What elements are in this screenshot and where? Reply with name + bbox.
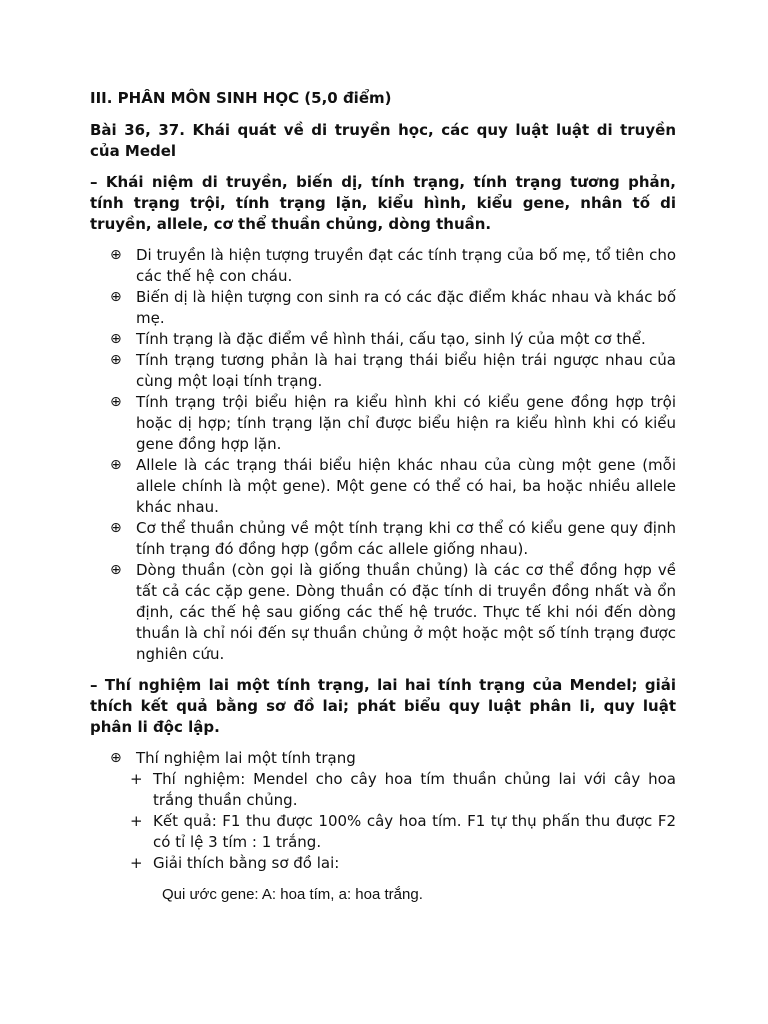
list-item: ⊕ Tính trạng trội biểu hiện ra kiểu hình khi có kiểu gene đồng hợp trội hoặc dị hợp; tính trạng lặn chỉ được biểu hiện ra kiểu hình khi có kiểu gene đồng hợp lặn. xyxy=(110,393,676,453)
list-item xyxy=(90,748,676,874)
circled-plus-icon: ⊕ xyxy=(110,457,122,473)
document-content xyxy=(90,88,676,905)
section-title: III. PHÂN MÔN SINH HỌC (5,0 điểm) xyxy=(90,89,392,107)
plus-icon: + xyxy=(130,812,143,830)
list-item: ⊕ Allele là các trạng thái biểu hiện khác nhau của cùng một gene (mỗi allele chính là một gene). Một gene có thể có hai, ba hoặc nhiều allele khác nhau. xyxy=(110,456,676,516)
list-item: ⊕ Tính trạng là đặc điểm về hình thái, cấu tạo, sinh lý của một cơ thể. xyxy=(110,330,646,348)
list-item: ⊕ Biến dị là hiện tượng con sinh ra có các đặc điểm khác nhau và khác bố mẹ. xyxy=(110,288,676,327)
sub-list-item: + Giải thích bằng sơ đồ lai: xyxy=(130,854,340,872)
circled-plus-icon: ⊕ xyxy=(110,331,122,347)
circled-plus-icon: ⊕ xyxy=(110,750,122,766)
list-item: ⊕ Cơ thể thuần chủng về một tính trạng khi cơ thể có kiểu gene quy định tính trạng đó đồng hợp (gồm các allele giống nhau). xyxy=(110,519,676,558)
experiment-label: Thí nghiệm lai một tính trạng xyxy=(136,749,356,767)
topic-2-list xyxy=(90,748,676,874)
sub-list-item: + Thí nghiệm: Mendel cho cây hoa tím thuần chủng lai với cây hoa trắng thuần chủng. xyxy=(130,770,676,809)
topic-1-list xyxy=(90,245,676,665)
topic-1-heading: – Khái niệm di truyền, biến dị, tính trạng, tính trạng tương phản, tính trạng trội, tính trạng lặn, kiểu hình, kiểu gene, nhân tố di truyền, allele, cơ thể thuần chủng, dòng thuần. xyxy=(90,173,676,233)
circled-plus-icon: ⊕ xyxy=(110,352,122,368)
sub-list-item: + Kết quả: F1 thu được 100% cây hoa tím. F1 tự thụ phấn thu được F2 có tỉ lệ 3 tím : 1 trắng. xyxy=(130,812,676,851)
plus-icon: + xyxy=(130,854,143,872)
circled-plus-icon: ⊕ xyxy=(110,394,122,410)
circled-plus-icon: ⊕ xyxy=(110,562,122,578)
circled-plus-icon: ⊕ xyxy=(110,247,122,263)
lesson-title: Bài 36, 37. Khái quát về di truyền học, các quy luật luật di truyền của Medel xyxy=(90,121,676,160)
circled-plus-icon: ⊕ xyxy=(110,520,122,536)
list-item: ⊕ Dòng thuần (còn gọi là giống thuần chủng) là các cơ thể đồng hợp về tất cả các cặp gene. Dòng thuần có đặc tính di truyền đồng nhất và ổn định, các thế hệ sau giống các thế hệ trước. Thực tế khi nói đến dòng thuần là chỉ nói đến sự thuần chủng ở một hoặc một số tính trạng được nghiên cứu. xyxy=(110,561,676,663)
circled-plus-icon: ⊕ xyxy=(110,289,122,305)
experiment-sub-list xyxy=(130,769,676,874)
list-item: ⊕ Di truyền là hiện tượng truyền đạt các tính trạng của bố mẹ, tổ tiên cho các thế hệ con cháu. xyxy=(110,246,676,285)
gene-convention-note: Qui ước gene: A: hoa tím, a: hoa trắng. xyxy=(162,886,423,903)
list-item: ⊕ Tính trạng tương phản là hai trạng thái biểu hiện trái ngược nhau của cùng một loại tính trạng. xyxy=(110,351,676,390)
plus-icon: + xyxy=(130,770,143,788)
topic-2-heading: – Thí nghiệm lai một tính trạng, lai hai tính trạng của Mendel; giải thích kết quả bằng sơ đồ lai; phát biểu quy luật phân li, quy luật phân li độc lập. xyxy=(90,676,676,736)
